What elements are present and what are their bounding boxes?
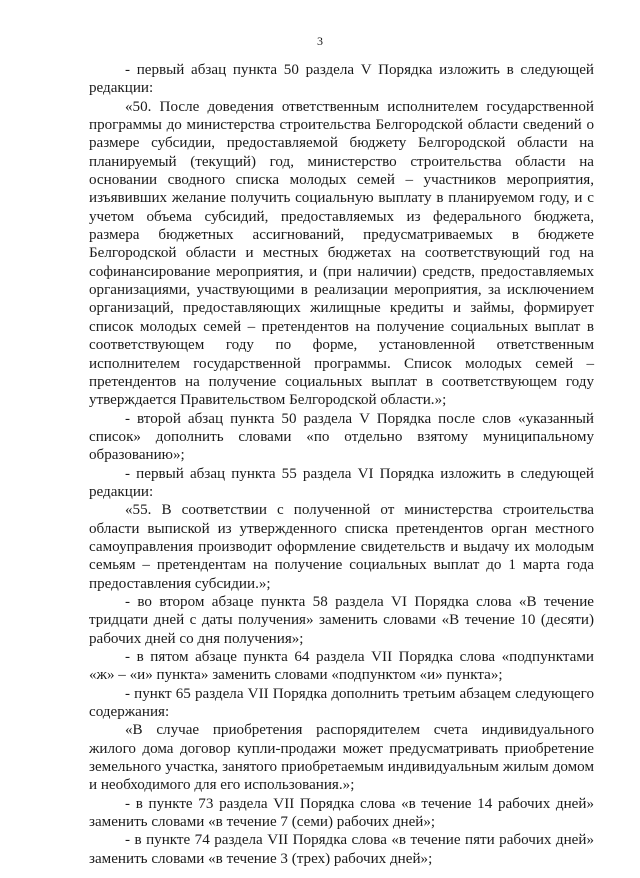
paragraph: «50. После доведения ответственным исполнителем государственной программы до министерства строительства Белгородской области сведений о размере субсидии, предоставляемой бюджету Белгородской области на планируемый (текущий) год, министерство строительства области на основании сводного списка молодых семей – участников мероприятия, изъявивших желание получить социальную выплату в планируемом году, и с учетом объема субсидий, предоставляемых из федерального бюджета, размера бюджетных ассигнований, предусматриваемых в бюджете Белгородской области и местных бюджетах на соответствующий год на софинансирование мероприятия, и (при наличии) средств, предоставляемых организациями, участвующими в реализации мероприятия, за исключением организаций, предоставляющих жилищные кредиты и займы, формирует список молодых семей – претендентов на получение социальных выплат в соответствующем году по форме, установленной ответственным исполнителем государственной программы. Список молодых семей – претендентов на получение социальных выплат в соответствующем году утверждается Правительством Белгородской области.»; xyxy=(89,98,594,409)
page-number: 3 xyxy=(317,34,323,48)
paragraph: - во втором абзаце пункта 58 раздела VI Порядка слова «В течение тридцати дней с даты получения» заменить словами «В течение 10 (десяти) рабочих дней со дня получения»; xyxy=(89,593,594,647)
paragraph: - пункт 65 раздела VII Порядка дополнить третьим абзацем следующего содержания: xyxy=(89,685,594,721)
paragraph: - в пятом абзаце пункта 64 раздела VII Порядка слова «подпунктами «ж» – «и» пункта» заменить словами «подпунктом «и» пункта»; xyxy=(89,649,594,684)
paragraph: - первый абзац пункта 55 раздела VI Порядка изложить в следующей редакции: xyxy=(89,465,594,500)
document-body xyxy=(89,61,594,868)
paragraph: - в пункте 73 раздела VII Порядка слова «в течение 14 рабочих дней» заменить словами «в течение 7 (семи) рабочих дней»; xyxy=(89,795,594,831)
paragraph: - второй абзац пункта 50 раздела V Порядка после слов «указанный список» дополнить словами «по отдельно взятому муниципальному образованию»; xyxy=(89,410,594,464)
paragraph: «В случае приобретения распорядителем счета индивидуального жилого дома договор купли-продажи может предусматривать приобретение земельного участка, занятого приобретаемым индивидуальным жилым домом и необходимого для его использования.»; xyxy=(89,722,594,794)
paragraph: - в пункте 74 раздела VII Порядка слова «в течение пяти рабочих дней» заменить словами «в течение 3 (трех) рабочих дней»; xyxy=(89,832,594,867)
paragraph: «55. В соответствии с полученной от министерства строительства области выпиской из утвержденного списка претендентов орган местного самоуправления производит оформление свидетельств и выдачу их молодым семьям – претендентам на получение социальных выплат до 1 марта года предоставления субсидии.»; xyxy=(89,502,594,592)
paragraph: - первый абзац пункта 50 раздела V Порядка изложить в следующей редакции: xyxy=(89,62,594,97)
